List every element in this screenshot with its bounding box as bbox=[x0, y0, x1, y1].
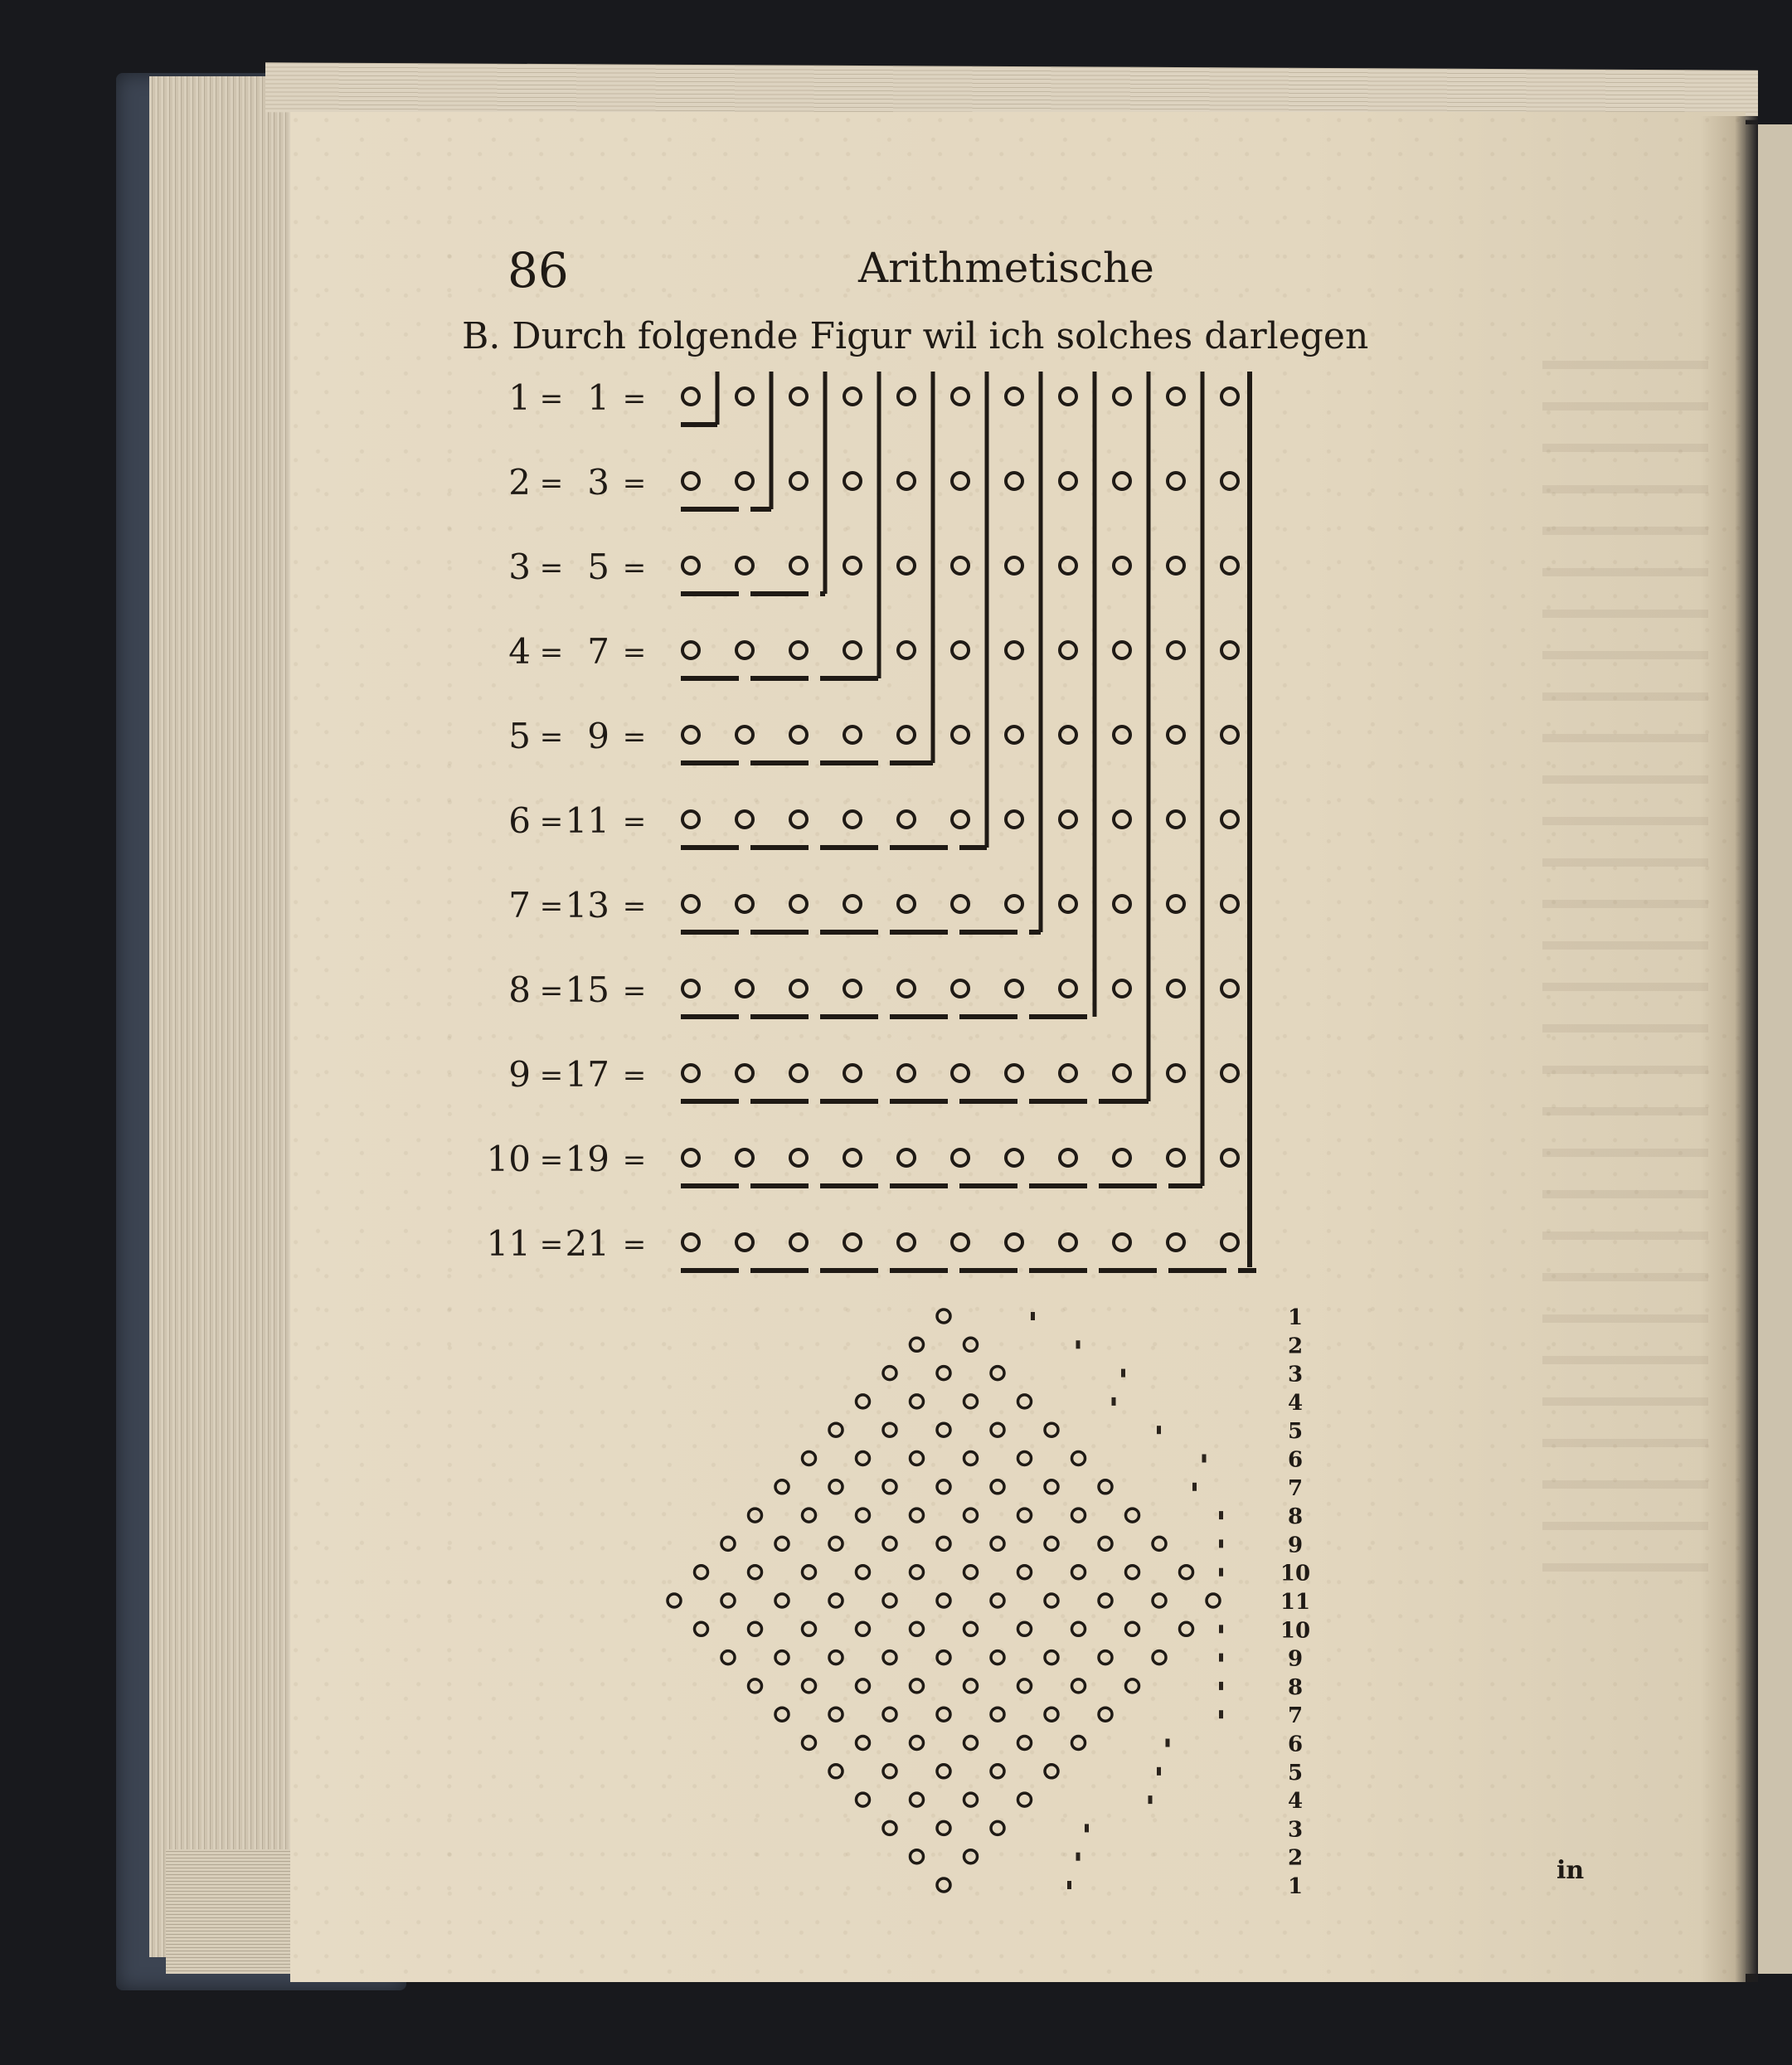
diamond-circle bbox=[829, 1594, 843, 1607]
diamond-row-count-label: 11 bbox=[1280, 1590, 1311, 1615]
diamond-circle bbox=[1072, 1622, 1085, 1635]
catchword: in bbox=[1556, 1856, 1585, 1885]
printer-mark bbox=[1067, 1881, 1071, 1889]
diamond-circle bbox=[775, 1651, 789, 1664]
row-number-label: 3 bbox=[508, 547, 531, 587]
diamond-circle bbox=[803, 1509, 816, 1522]
diamond-circle bbox=[1126, 1566, 1139, 1579]
diamond-row-count-label: 10 bbox=[1280, 1561, 1311, 1586]
printer-mark bbox=[1219, 1511, 1223, 1519]
diamond-row-count-label: 1 bbox=[1287, 1305, 1304, 1330]
diamond-circle bbox=[829, 1708, 843, 1721]
diamond-circle bbox=[964, 1395, 978, 1408]
diamond-circle bbox=[1099, 1594, 1112, 1607]
diamond-circle bbox=[1153, 1594, 1166, 1607]
diamond-circle bbox=[937, 1821, 950, 1834]
diamond-circle bbox=[749, 1566, 762, 1579]
diamond-circle bbox=[937, 1423, 950, 1436]
printer-mark bbox=[1219, 1539, 1223, 1548]
diamond-circle bbox=[1045, 1480, 1058, 1494]
odd-number-label: 11 bbox=[565, 800, 609, 841]
diamond-circle bbox=[991, 1821, 1004, 1834]
row-separator: = bbox=[539, 805, 564, 838]
diamond-row-count-label: 7 bbox=[1287, 1703, 1304, 1729]
diamond-circle bbox=[1126, 1679, 1139, 1693]
diamond-row-count-label: 9 bbox=[1287, 1646, 1304, 1672]
row-separator: = bbox=[539, 1059, 564, 1092]
diamond-circle bbox=[1045, 1765, 1058, 1778]
diamond-circle bbox=[883, 1594, 896, 1607]
row-separator: = bbox=[539, 890, 564, 923]
odd-number-label: 21 bbox=[565, 1223, 609, 1264]
diamond-circle bbox=[991, 1765, 1004, 1778]
diamond-row-count-label: 4 bbox=[1287, 1390, 1304, 1416]
diamond-circle bbox=[775, 1708, 789, 1721]
row-number-label: 4 bbox=[508, 631, 531, 672]
printer-mark bbox=[1219, 1710, 1223, 1718]
diamond-circle bbox=[964, 1509, 978, 1522]
diamond-circle bbox=[991, 1708, 1004, 1721]
diamond-circle bbox=[883, 1367, 896, 1380]
diamond-circle bbox=[775, 1480, 789, 1494]
printer-mark bbox=[1085, 1824, 1089, 1832]
running-head: Arithmetische bbox=[858, 244, 1154, 292]
diamond-circle bbox=[857, 1793, 870, 1806]
diamond-circle bbox=[1126, 1509, 1139, 1522]
diamond-circle bbox=[883, 1651, 896, 1664]
diamond-circle bbox=[964, 1679, 978, 1693]
diamond-circle bbox=[1072, 1679, 1085, 1693]
odd-number-label: 15 bbox=[565, 969, 609, 1010]
diamond-circle bbox=[695, 1622, 708, 1635]
diamond-circle bbox=[911, 1622, 924, 1635]
row-number-label: 11 bbox=[486, 1223, 531, 1264]
diamond-circle bbox=[1072, 1452, 1085, 1465]
diamond-circle bbox=[1153, 1651, 1166, 1664]
diamond-circle bbox=[937, 1367, 950, 1380]
diamond-circle bbox=[991, 1594, 1004, 1607]
diamond-circle bbox=[937, 1594, 950, 1607]
diamond-circle bbox=[1045, 1537, 1058, 1550]
diamond-circle bbox=[1180, 1622, 1193, 1635]
diamond-circle bbox=[964, 1452, 978, 1465]
row-separator: = bbox=[539, 636, 564, 669]
printer-mark bbox=[1219, 1654, 1223, 1662]
diamond-circle bbox=[1018, 1452, 1032, 1465]
diamond-circle bbox=[911, 1566, 924, 1579]
diamond-circle bbox=[829, 1765, 843, 1778]
diamond-circle bbox=[1045, 1708, 1058, 1721]
diamond-row-count-label: 10 bbox=[1280, 1618, 1311, 1644]
diamond-circle bbox=[991, 1367, 1004, 1380]
diamond-circle bbox=[964, 1737, 978, 1750]
diamond-circle bbox=[1072, 1509, 1085, 1522]
diamond-circle bbox=[1018, 1622, 1032, 1635]
diamond-row-count-label: 1 bbox=[1287, 1874, 1304, 1899]
row-separator: = bbox=[622, 382, 647, 415]
diamond-circle bbox=[829, 1537, 843, 1550]
diamond-circle bbox=[695, 1566, 708, 1579]
odd-number-label: 3 bbox=[587, 462, 609, 503]
diamond-circle bbox=[775, 1594, 789, 1607]
row-separator: = bbox=[539, 382, 564, 415]
diamond-row-count-label: 3 bbox=[1287, 1817, 1304, 1843]
diamond-circle bbox=[937, 1708, 950, 1721]
diamond-circle bbox=[911, 1452, 924, 1465]
odd-number-label: 19 bbox=[565, 1139, 609, 1179]
odd-number-label: 1 bbox=[587, 377, 609, 418]
row-separator: = bbox=[622, 467, 647, 500]
row-separator: = bbox=[622, 1228, 647, 1261]
diamond-row-count-label: 5 bbox=[1287, 1419, 1304, 1445]
diamond-circle bbox=[1126, 1622, 1139, 1635]
diamond-circle bbox=[749, 1622, 762, 1635]
diamond-row-count-label: 3 bbox=[1287, 1362, 1304, 1387]
diamond-circle bbox=[803, 1566, 816, 1579]
printer-mark bbox=[1157, 1426, 1161, 1434]
diamond-circle bbox=[911, 1737, 924, 1750]
diamond-circle bbox=[1018, 1737, 1032, 1750]
diamond-circle bbox=[964, 1566, 978, 1579]
odd-number-label: 13 bbox=[565, 885, 609, 926]
diamond-circle bbox=[1153, 1537, 1166, 1550]
printer-mark bbox=[1076, 1853, 1081, 1861]
diamond-circle bbox=[883, 1537, 896, 1550]
row-number-label: 9 bbox=[508, 1054, 531, 1095]
printer-mark bbox=[1149, 1795, 1153, 1804]
diamond-circle bbox=[1099, 1537, 1112, 1550]
printer-mark bbox=[1121, 1369, 1125, 1377]
diamond-circle bbox=[911, 1395, 924, 1408]
diamond-circle bbox=[883, 1765, 896, 1778]
diamond-row-count-label: 4 bbox=[1287, 1789, 1304, 1815]
row-separator: = bbox=[622, 636, 647, 669]
diamond-circle bbox=[1099, 1651, 1112, 1664]
row-number-label: 10 bbox=[486, 1139, 531, 1179]
diamond-circle bbox=[937, 1878, 950, 1892]
diamond-circle bbox=[1018, 1793, 1032, 1806]
diamond-circle bbox=[857, 1622, 870, 1635]
row-separator: = bbox=[539, 974, 564, 1008]
printer-mark bbox=[1112, 1397, 1116, 1406]
diamond-circle bbox=[991, 1537, 1004, 1550]
diamond-circle bbox=[964, 1793, 978, 1806]
row-separator: = bbox=[539, 551, 564, 585]
diamond-circle bbox=[721, 1594, 735, 1607]
diamond-circle bbox=[857, 1737, 870, 1750]
diamond-circle bbox=[857, 1452, 870, 1465]
diamond-circle bbox=[937, 1651, 950, 1664]
diamond-circle bbox=[803, 1737, 816, 1750]
row-number-label: 2 bbox=[508, 462, 531, 503]
diamond-circle bbox=[749, 1509, 762, 1522]
row-separator: = bbox=[622, 721, 647, 754]
row-number-label: 8 bbox=[508, 969, 531, 1010]
diamond-circle bbox=[1099, 1480, 1112, 1494]
diamond-circle bbox=[803, 1452, 816, 1465]
diamond-circle bbox=[937, 1480, 950, 1494]
diamond-circle bbox=[937, 1537, 950, 1550]
diamond-circle bbox=[1099, 1708, 1112, 1721]
diamond-circle bbox=[911, 1338, 924, 1351]
diamond-circle bbox=[668, 1594, 681, 1607]
row-separator: = bbox=[539, 1228, 564, 1261]
diamond-row-count-label: 8 bbox=[1287, 1504, 1304, 1530]
diamond-circle bbox=[937, 1765, 950, 1778]
row-number-label: 1 bbox=[508, 377, 531, 418]
diamond-row-count-label: 6 bbox=[1287, 1732, 1304, 1757]
diamond-circle bbox=[857, 1509, 870, 1522]
diamond-circle bbox=[775, 1537, 789, 1550]
row-number-label: 6 bbox=[508, 800, 531, 841]
row-separator: = bbox=[622, 974, 647, 1008]
printer-mark bbox=[1219, 1682, 1223, 1690]
diamond-circle bbox=[1072, 1737, 1085, 1750]
row-separator: = bbox=[622, 1144, 647, 1177]
diamond-circle bbox=[883, 1480, 896, 1494]
printer-mark bbox=[1219, 1625, 1223, 1633]
row-separator: = bbox=[622, 1059, 647, 1092]
diamond-circle bbox=[829, 1480, 843, 1494]
diamond-circle bbox=[911, 1793, 924, 1806]
diamond-row-count-label: 9 bbox=[1287, 1533, 1304, 1558]
diamond-circle bbox=[911, 1679, 924, 1693]
diamond-row-count-label: 8 bbox=[1287, 1674, 1304, 1700]
diamond-circle bbox=[857, 1679, 870, 1693]
diamond-circle bbox=[1018, 1395, 1032, 1408]
diamond-row-count-label: 7 bbox=[1287, 1475, 1304, 1501]
printer-mark bbox=[1076, 1340, 1081, 1348]
odd-number-label: 9 bbox=[587, 716, 609, 756]
diamond-circle bbox=[829, 1651, 843, 1664]
odd-number-label: 17 bbox=[565, 1054, 609, 1095]
diamond-circle bbox=[883, 1708, 896, 1721]
diamond-row-count-label: 6 bbox=[1287, 1447, 1304, 1473]
diamond-circle bbox=[991, 1423, 1004, 1436]
row-separator: = bbox=[539, 467, 564, 500]
odd-number-label: 7 bbox=[587, 631, 609, 672]
diamond-circle bbox=[803, 1679, 816, 1693]
diamond-circle bbox=[1018, 1679, 1032, 1693]
diamond-circle bbox=[1072, 1566, 1085, 1579]
diamond-circle bbox=[937, 1309, 950, 1323]
printer-mark bbox=[1166, 1739, 1170, 1747]
diamond-circle bbox=[1018, 1509, 1032, 1522]
printer-mark bbox=[1157, 1767, 1161, 1776]
row-number-label: 7 bbox=[508, 885, 531, 926]
diamond-circle bbox=[829, 1423, 843, 1436]
diamond-row-count-label: 2 bbox=[1287, 1334, 1304, 1359]
diamond-circle bbox=[1207, 1594, 1220, 1607]
page-number: 86 bbox=[507, 242, 569, 299]
diamond-circle bbox=[964, 1338, 978, 1351]
diamond-circle bbox=[964, 1622, 978, 1635]
diamond-circle bbox=[1018, 1566, 1032, 1579]
printer-mark bbox=[1031, 1312, 1035, 1320]
diamond-circle bbox=[1180, 1566, 1193, 1579]
diamond-circle bbox=[1045, 1651, 1058, 1664]
diamond-circle bbox=[803, 1622, 816, 1635]
diamond-circle bbox=[883, 1423, 896, 1436]
row-separator: = bbox=[622, 890, 647, 923]
printer-mark bbox=[1202, 1455, 1207, 1463]
diamond-circle bbox=[883, 1821, 896, 1834]
row-separator: = bbox=[539, 1144, 564, 1177]
row-separator: = bbox=[539, 721, 564, 754]
diamond-circle bbox=[911, 1509, 924, 1522]
row-separator: = bbox=[622, 805, 647, 838]
diamond-circle bbox=[721, 1537, 735, 1550]
diamond-circle bbox=[911, 1850, 924, 1863]
diamond-circle bbox=[857, 1395, 870, 1408]
diamond-circle bbox=[1045, 1594, 1058, 1607]
diamond-circle bbox=[991, 1651, 1004, 1664]
diamond-circle bbox=[857, 1566, 870, 1579]
printer-mark bbox=[1192, 1483, 1197, 1491]
diamond-circle bbox=[1045, 1423, 1058, 1436]
diamond-circle bbox=[749, 1679, 762, 1693]
diamond-circle bbox=[991, 1480, 1004, 1494]
diamond-circle bbox=[721, 1651, 735, 1664]
figure-caption: B. Durch folgende Figur wil ich solches darlegen bbox=[462, 315, 1369, 357]
diamond-row-count-label: 2 bbox=[1287, 1845, 1304, 1871]
row-separator: = bbox=[622, 551, 647, 585]
odd-number-label: 5 bbox=[587, 547, 609, 587]
diamond-row-count-label: 5 bbox=[1287, 1760, 1304, 1786]
row-number-label: 5 bbox=[508, 716, 531, 756]
diamond-circle bbox=[964, 1850, 978, 1863]
printer-mark bbox=[1219, 1568, 1223, 1577]
